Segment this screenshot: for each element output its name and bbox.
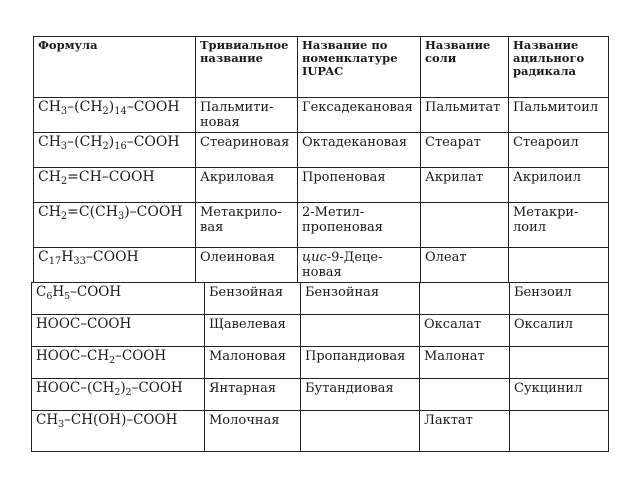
acyl-radical-cell: Акрилоил [509, 168, 609, 203]
trivial-name-cell: Молочная [205, 411, 301, 452]
iupac-name-cell [301, 315, 420, 347]
iupac-name-cell: Пропеновая [298, 168, 421, 203]
table-row [32, 411, 609, 452]
trivial-name-cell: Метакрило-вая [196, 203, 298, 248]
formula-cell: HOOC–$CH_2$–COOH [32, 347, 205, 379]
trivial-name-cell: Янтарная [205, 379, 301, 411]
trivial-name-cell: Пальмити-новая [196, 98, 298, 133]
salt-name-cell: Оксалат [420, 315, 510, 347]
formula-cell: $CH_3-(CH_2)_{14}$–COOH [34, 98, 196, 133]
header-formula: Формула [34, 37, 196, 98]
iupac-name-cell: Бутандиовая [301, 379, 420, 411]
table-row [34, 168, 609, 203]
formula-cell: $CH_2=CH$–COOH [34, 168, 196, 203]
salt-name-cell: Пальмитат [421, 98, 509, 133]
iupac-name-rest: -9-Деце-новая [302, 250, 383, 280]
acyl-radical-cell: Метакри-лоил [509, 203, 609, 248]
header-iupac-name: Название по номенклатуре IUPAC [298, 37, 421, 98]
iupac-name-cell: 2-Метил-пропеновая [298, 203, 421, 248]
iupac-name-cell: Бензойная [301, 283, 420, 315]
salt-name-cell [421, 203, 509, 248]
salt-name-cell: Малонат [420, 347, 510, 379]
trivial-name-cell: Бензойная [205, 283, 301, 315]
iupac-prefix-italic: цис [302, 250, 327, 265]
salt-name-cell: Акрилат [421, 168, 509, 203]
formula-cell: $CH_3-(CH_2)_{16}$–COOH [34, 133, 196, 168]
trivial-name-cell: Олеиновая [196, 248, 298, 283]
acyl-radical-cell [510, 347, 609, 379]
acyl-radical-cell: Пальмитоил [509, 98, 609, 133]
formula-cell: HOOC–COOH [32, 315, 205, 347]
salt-name-cell: Стеарат [421, 133, 509, 168]
acyl-radical-cell [510, 411, 609, 452]
table-row [32, 315, 609, 347]
salt-name-cell: Олеат [421, 248, 509, 283]
acyl-radical-cell: Сукцинил [510, 379, 609, 411]
formula-cell: $C_6H_5$–COOH [32, 283, 205, 315]
acyl-radical-cell [509, 248, 609, 283]
table-row [34, 98, 609, 133]
trivial-name-cell: Щавелевая [205, 315, 301, 347]
formula-cell: $CH_3-CH(OH)$–COOH [32, 411, 205, 452]
acyl-radical-cell: Бензоил [510, 283, 609, 315]
iupac-name-cell: Пропандиовая [301, 347, 420, 379]
trivial-name-cell: Стеариновая [196, 133, 298, 168]
formula-cell: $CH_2=C(CH_3)$–COOH [34, 203, 196, 248]
table-row [34, 203, 609, 248]
iupac-name-cell [298, 248, 421, 283]
iupac-name-cell: Октадекановая [298, 133, 421, 168]
salt-name-cell: Лактат [420, 411, 510, 452]
acyl-radical-cell: Стеароил [509, 133, 609, 168]
header-salt-name: Название соли [421, 37, 509, 98]
table-row [34, 133, 609, 168]
acyl-radical-cell: Оксалил [510, 315, 609, 347]
salt-name-cell [420, 283, 510, 315]
acids-table-top [33, 36, 609, 283]
table-header-row [34, 37, 609, 98]
table-row [32, 379, 609, 411]
iupac-name-cell [301, 411, 420, 452]
acids-table-bottom [31, 282, 609, 452]
trivial-name-cell: Малоновая [205, 347, 301, 379]
formula-cell: HOOC–$(CH_2)_2$–COOH [32, 379, 205, 411]
table-row [34, 248, 609, 283]
iupac-name-cell: Гексадекановая [298, 98, 421, 133]
acids-table-sheet [33, 36, 608, 452]
header-acyl-radical: Название ацильного радикала [509, 37, 609, 98]
header-trivial-name: Тривиальное название [196, 37, 298, 98]
formula-cell: $C_{17}H_{33}$–COOH [34, 248, 196, 283]
trivial-name-cell: Акриловая [196, 168, 298, 203]
salt-name-cell [420, 379, 510, 411]
table-row [32, 283, 609, 315]
table-row [32, 347, 609, 379]
